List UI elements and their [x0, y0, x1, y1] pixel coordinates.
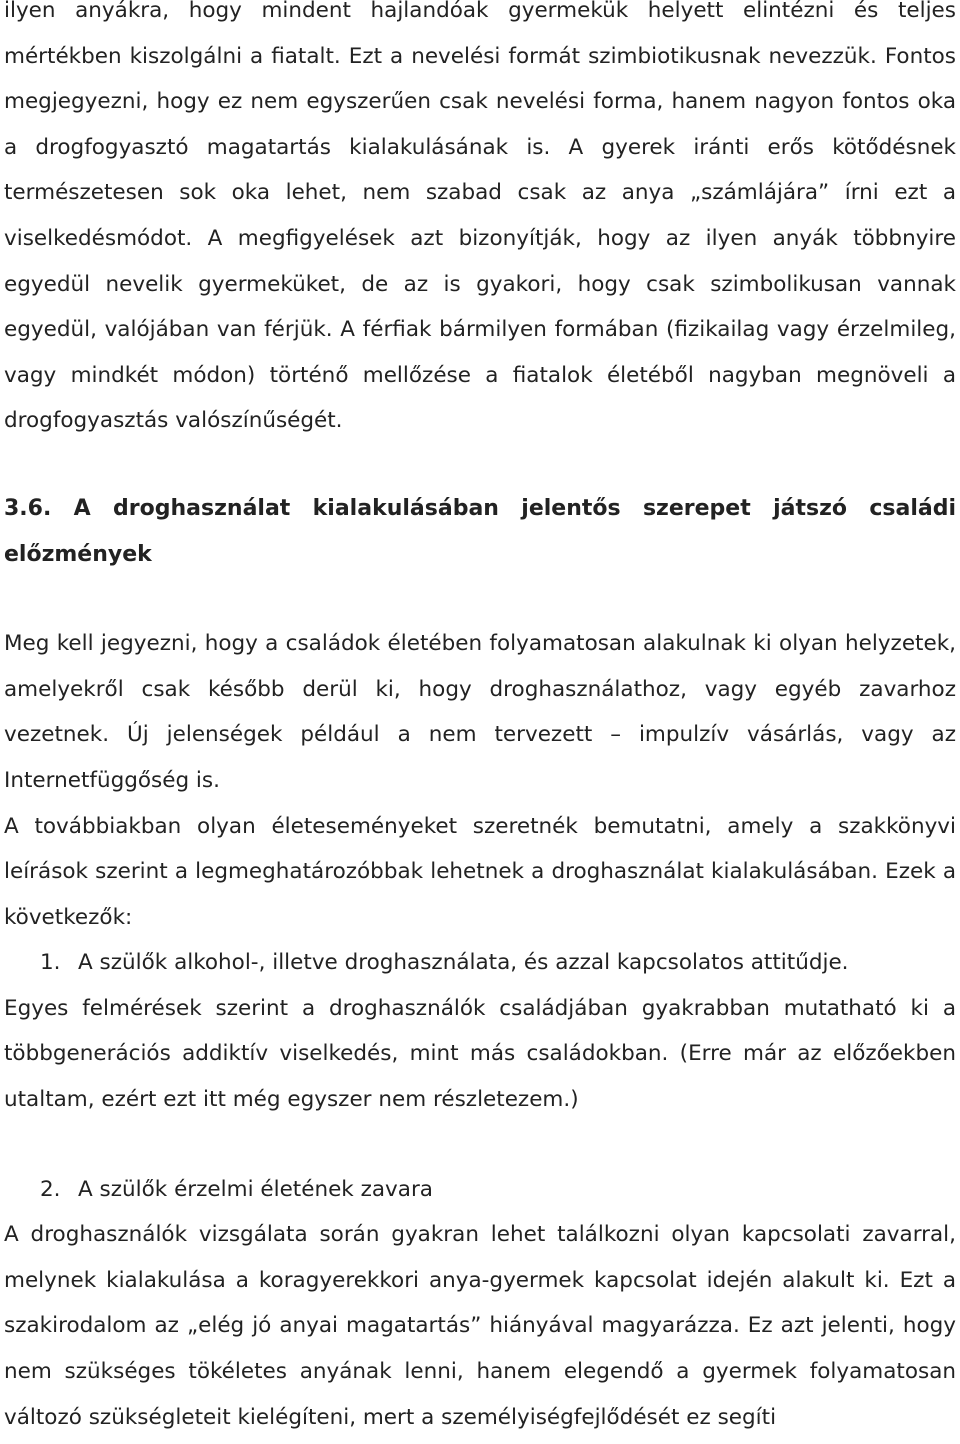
- list-item: [4, 940, 956, 986]
- list-item-text: A szülők alkohol-, illetve droghasználata, és azzal kapcsolatos attitűdje.: [78, 950, 849, 976]
- list-item: [4, 1167, 956, 1213]
- document-page: [4, 0, 956, 1440]
- body-paragraph: Egyes felmérések szerint a droghasználók családjában gyakrabban mutatható ki a többgenerációs addiktív viselkedés, mint más családokban. (Erre már az előzőekben utaltam, ezért ezt itt még egyszer nem részletezem.): [4, 995, 956, 1113]
- body-paragraph: ilyen anyákra, hogy mindent hajlandóak gyermekük helyett elintézni és teljes mértékben kiszolgálni a fiatalt. Ezt a nevelési formát szimbiotikusnak nevezzük. Fontos megjegyezni, hogy ez nem egyszerűen csak nevelési forma, hanem nagyon fontos oka a drogfogyasztó magatartás kialakulásának is. A gyerek iránti erős kötődésnek természetesen sok oka lehet, nem szabad csak az anya „számlájára” írni ezt a viselkedésmódot. A megfigyelések azt bizonyítják, hogy az ilyen anyák többnyire egyedül nevelik gyermeküket, de az is gyakori, hogy csak szimbolikusan vannak egyedül, valójában van férjük. A férfiak bármilyen formában (fizikailag vagy érzelmileg, vagy mindkét módon) történő mellőzése a fiatalok életéből nagyban megnöveli a drogfogyasztás valószínűségét.: [4, 0, 956, 434]
- section-heading: 3.6. A droghasználat kialakulásában jelentős szerepet játszó családi előzmények: [4, 495, 956, 567]
- body-paragraph: Meg kell jegyezni, hogy a családok életében folyamatosan alakulnak ki olyan helyzetek, amelyekről csak később derül ki, hogy droghasználathoz, vagy egyéb zavarhoz vezetnek. Új jelenségek például a nem tervezett – impulzív vásárlás, vagy az Internetfüggőség is.: [4, 631, 956, 793]
- list-item-text: A szülők érzelmi életének zavara: [78, 1176, 433, 1202]
- list-item-number: 1.: [40, 950, 61, 976]
- body-paragraph: A droghasználók vizsgálata során gyakran lehet találkozni olyan kapcsolati zavarral, melynek kialakulása a koragyerekkori anya-gyermek kapcsolat idején alakult ki. Ezt a szakirodalom az „elég jó anyai magatartás” hiányával magyarázza. Ez azt jelenti, hogy nem szükséges tökéletes anyának lenni, hanem elegendő a gyermek folyamatosan változó szükségleteit kielégíteni, mert a személyiségfejlődését ez segíti: [4, 1222, 956, 1430]
- body-paragraph: A továbbiakban olyan életeseményeket szeretnék bemutatni, amely a szakkönyvi leírások szerint a legmeghatározóbbak lehetnek a droghasználat kialakulásában. Ezek a következők:: [4, 813, 956, 930]
- list-item-number: 2.: [40, 1176, 61, 1202]
